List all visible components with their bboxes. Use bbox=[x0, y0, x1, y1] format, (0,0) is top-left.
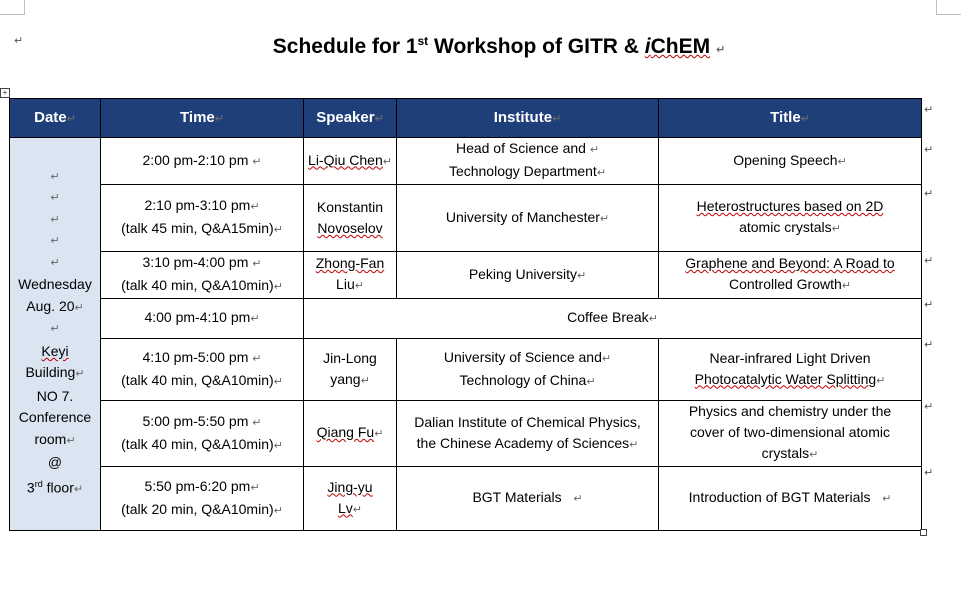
speaker-cell: Qiang Fu↵ bbox=[304, 401, 397, 467]
institute-cell: University of Science and↵ Technology of China↵ bbox=[397, 339, 659, 401]
document-title bbox=[0, 34, 961, 59]
schedule-table bbox=[9, 98, 922, 531]
time-cell: 2:10 pm-3:10 pm↵ (talk 45 min, Q&A15min)↵ bbox=[101, 185, 304, 252]
time-cell: 5:00 pm-5:50 pm ↵ (talk 40 min, Q&A10min)↵ bbox=[101, 401, 304, 467]
location-line: Conference bbox=[18, 409, 92, 426]
location-line: @ bbox=[47, 454, 63, 471]
floor-line: 3rd floor↵ bbox=[26, 478, 84, 496]
title-cell: Heterostructures based on 2D atomic crystals↵ bbox=[659, 185, 922, 252]
speaker-cell: Konstantin Novoselov bbox=[304, 185, 397, 252]
header-institute: Institute↵ bbox=[397, 99, 659, 138]
table-row bbox=[10, 252, 922, 299]
header-speaker: Speaker↵ bbox=[304, 99, 397, 138]
location-line: Keyi bbox=[41, 342, 69, 359]
institute-cell: Head of Science and ↵ Technology Department↵ bbox=[397, 138, 659, 185]
time-cell: 2:00 pm-2:10 pm ↵ bbox=[101, 138, 304, 185]
title-cell: Opening Speech↵ bbox=[659, 138, 922, 185]
time-cell: 5:50 pm-6:20 pm↵ (talk 20 min, Q&A10min)↵ bbox=[101, 467, 304, 531]
title-cell: Near-infrared Light Driven Photocatalytic Water Splitting↵ bbox=[659, 339, 922, 401]
title-superscript: st bbox=[417, 34, 429, 48]
date-date: Aug. 20↵ bbox=[26, 297, 84, 314]
row-end-mark: ↵ bbox=[924, 401, 934, 413]
table-row bbox=[10, 467, 922, 531]
table-row bbox=[10, 185, 922, 252]
title-middle: Workshop of GITR & bbox=[428, 35, 645, 58]
header-date: Date↵ bbox=[10, 99, 101, 138]
paragraph-mark: ↵ bbox=[715, 44, 726, 56]
table-move-handle-icon[interactable]: + bbox=[0, 88, 10, 98]
location-line: Building↵ bbox=[25, 364, 85, 381]
paragraph-mark: ↵ bbox=[14, 35, 24, 47]
row-end-mark: ↵ bbox=[924, 188, 934, 200]
location-line: room↵ bbox=[34, 430, 76, 447]
row-end-mark: ↵ bbox=[924, 299, 934, 311]
speaker-cell: Zhong-Fan Liu↵ bbox=[304, 252, 397, 299]
institute-cell: Peking University↵ bbox=[397, 252, 659, 299]
institute-cell: University of Manchester↵ bbox=[397, 185, 659, 252]
time-cell: 4:10 pm-5:00 pm ↵ (talk 40 min, Q&A10min)↵ bbox=[101, 339, 304, 401]
title-cell: Introduction of BGT Materials ↵ bbox=[659, 467, 922, 531]
speaker-cell: Jin-Long yang↵ bbox=[304, 339, 397, 401]
table-resize-handle-icon[interactable] bbox=[920, 529, 927, 536]
row-end-mark: ↵ bbox=[924, 467, 934, 479]
date-cell: ↵ ↵ ↵ ↵ ↵ Wednesday Aug. 20↵ ↵ Keyi Building↵ NO 7. Conference room↵ @ 3rd floor↵ bbox=[10, 138, 101, 531]
table-row bbox=[10, 339, 922, 401]
page-corner-mark-top-left bbox=[0, 0, 25, 15]
location-line: NO 7. bbox=[36, 387, 74, 404]
title-cell: Physics and chemistry under the cover of two-dimensional atomic crystals↵ bbox=[659, 401, 922, 467]
row-end-mark: ↵ bbox=[924, 104, 934, 116]
date-day: Wednesday bbox=[18, 276, 92, 293]
time-cell: 4:00 pm-4:10 pm↵ bbox=[101, 299, 304, 339]
row-end-mark: ↵ bbox=[924, 339, 934, 351]
title-cell: Graphene and Beyond: A Road to Controlled Growth↵ bbox=[659, 252, 922, 299]
speaker-cell: Jing-yu Lv↵ bbox=[304, 467, 397, 531]
table-row bbox=[10, 299, 922, 339]
title-prefix: Schedule for 1 bbox=[272, 35, 418, 58]
speaker-cell: Li-Qiu Chen↵ bbox=[304, 138, 397, 185]
time-cell: 3:10 pm-4:00 pm ↵ (talk 40 min, Q&A10min)↵ bbox=[101, 252, 304, 299]
table-row bbox=[10, 401, 922, 467]
row-end-mark: ↵ bbox=[924, 255, 934, 267]
coffee-break-cell: Coffee Break↵ bbox=[304, 299, 922, 339]
row-end-mark: ↵ bbox=[924, 144, 934, 156]
title-ichem: iChEM bbox=[644, 35, 711, 58]
institute-cell: Dalian Institute of Chemical Physics, the Chinese Academy of Sciences↵ bbox=[397, 401, 659, 467]
page-corner-mark-top-right bbox=[936, 0, 961, 15]
table-row bbox=[10, 138, 922, 185]
institute-cell: BGT Materials ↵ bbox=[397, 467, 659, 531]
header-row bbox=[10, 99, 922, 138]
header-title: Title↵ bbox=[659, 99, 922, 138]
header-time: Time↵ bbox=[101, 99, 304, 138]
